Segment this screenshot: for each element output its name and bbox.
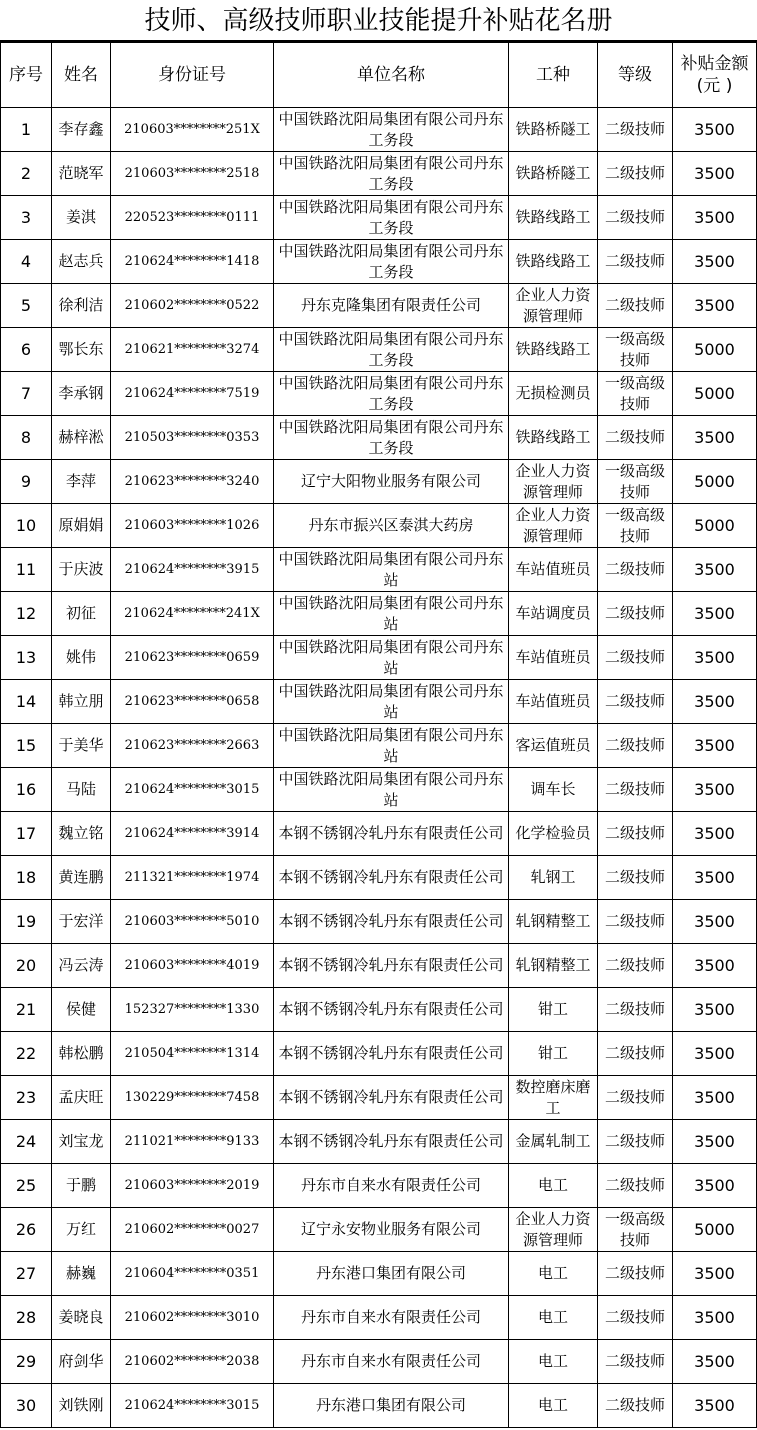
row-unit-name: 中国铁路沈阳局集团有限公司丹东工务段 bbox=[274, 196, 509, 240]
row-name: 黄连鹏 bbox=[52, 856, 111, 900]
table-row bbox=[1, 240, 757, 284]
table-row bbox=[1, 900, 757, 944]
row-level: 二级技师 bbox=[598, 680, 673, 724]
table-row bbox=[1, 988, 757, 1032]
row-seq: 24 bbox=[1, 1120, 52, 1164]
row-level: 二级技师 bbox=[598, 856, 673, 900]
row-level: 二级技师 bbox=[598, 636, 673, 680]
row-name: 侯健 bbox=[52, 988, 111, 1032]
row-seq: 4 bbox=[1, 240, 52, 284]
row-level: 二级技师 bbox=[598, 1296, 673, 1340]
row-seq: 22 bbox=[1, 1032, 52, 1076]
row-job-type: 铁路桥隧工 bbox=[509, 152, 598, 196]
row-name: 姚伟 bbox=[52, 636, 111, 680]
row-seq: 25 bbox=[1, 1164, 52, 1208]
row-level: 一级高级技师 bbox=[598, 1208, 673, 1252]
table-row bbox=[1, 1164, 757, 1208]
row-name: 赫巍 bbox=[52, 1252, 111, 1296]
row-name: 赫梓淞 bbox=[52, 416, 111, 460]
row-amount: 3500 bbox=[673, 724, 757, 768]
row-seq: 16 bbox=[1, 768, 52, 812]
row-job-type: 铁路桥隧工 bbox=[509, 108, 598, 152]
row-amount: 3500 bbox=[673, 1340, 757, 1384]
row-id-number: 210602********3010 bbox=[111, 1296, 274, 1340]
row-level: 二级技师 bbox=[598, 988, 673, 1032]
row-level: 二级技师 bbox=[598, 944, 673, 988]
row-seq: 26 bbox=[1, 1208, 52, 1252]
row-seq: 19 bbox=[1, 900, 52, 944]
table-row bbox=[1, 592, 757, 636]
row-id-number: 210604********0351 bbox=[111, 1252, 274, 1296]
row-id-number: 210603********2019 bbox=[111, 1164, 274, 1208]
row-amount: 3500 bbox=[673, 1164, 757, 1208]
row-seq: 9 bbox=[1, 460, 52, 504]
row-level: 二级技师 bbox=[598, 108, 673, 152]
table-row bbox=[1, 460, 757, 504]
table-row bbox=[1, 196, 757, 240]
row-unit-name: 本钢不锈钢冷轧丹东有限责任公司 bbox=[274, 988, 509, 1032]
row-level: 二级技师 bbox=[598, 1252, 673, 1296]
row-amount: 3500 bbox=[673, 284, 757, 328]
row-amount: 5000 bbox=[673, 1208, 757, 1252]
row-unit-name: 中国铁路沈阳局集团有限公司丹东工务段 bbox=[274, 328, 509, 372]
row-id-number: 210623********0659 bbox=[111, 636, 274, 680]
row-level: 二级技师 bbox=[598, 196, 673, 240]
row-unit-name: 本钢不锈钢冷轧丹东有限责任公司 bbox=[274, 1076, 509, 1120]
table-row bbox=[1, 856, 757, 900]
row-id-number: 210603********4019 bbox=[111, 944, 274, 988]
row-seq: 15 bbox=[1, 724, 52, 768]
row-seq: 13 bbox=[1, 636, 52, 680]
row-unit-name: 丹东市振兴区泰淇大药房 bbox=[274, 504, 509, 548]
table-row bbox=[1, 812, 757, 856]
row-id-number: 210621********3274 bbox=[111, 328, 274, 372]
row-unit-name: 本钢不锈钢冷轧丹东有限责任公司 bbox=[274, 1120, 509, 1164]
row-amount: 3500 bbox=[673, 680, 757, 724]
row-level: 二级技师 bbox=[598, 812, 673, 856]
row-job-type: 企业人力资源管理师 bbox=[509, 1208, 598, 1252]
row-level: 一级高级技师 bbox=[598, 504, 673, 548]
row-name: 于庆波 bbox=[52, 548, 111, 592]
row-unit-name: 本钢不锈钢冷轧丹东有限责任公司 bbox=[274, 856, 509, 900]
row-id-number: 210603********1026 bbox=[111, 504, 274, 548]
row-name: 万红 bbox=[52, 1208, 111, 1252]
row-id-number: 210624********3015 bbox=[111, 768, 274, 812]
row-amount: 3500 bbox=[673, 636, 757, 680]
row-seq: 17 bbox=[1, 812, 52, 856]
row-id-number: 210602********2038 bbox=[111, 1340, 274, 1384]
row-amount: 5000 bbox=[673, 328, 757, 372]
row-id-number: 210624********3015 bbox=[111, 1384, 274, 1428]
row-unit-name: 中国铁路沈阳局集团有限公司丹东站 bbox=[274, 768, 509, 812]
row-job-type: 企业人力资源管理师 bbox=[509, 284, 598, 328]
row-job-type: 调车长 bbox=[509, 768, 598, 812]
row-seq: 8 bbox=[1, 416, 52, 460]
row-name: 刘宝龙 bbox=[52, 1120, 111, 1164]
row-job-type: 车站值班员 bbox=[509, 680, 598, 724]
table-row bbox=[1, 1032, 757, 1076]
row-id-number: 210624********3914 bbox=[111, 812, 274, 856]
row-name: 鄂长东 bbox=[52, 328, 111, 372]
row-unit-name: 中国铁路沈阳局集团有限公司丹东工务段 bbox=[274, 240, 509, 284]
row-job-type: 轧钢精整工 bbox=[509, 944, 598, 988]
header-unit: 单位名称 bbox=[274, 43, 509, 108]
table-row bbox=[1, 1120, 757, 1164]
row-amount: 3500 bbox=[673, 108, 757, 152]
header-seq: 序号 bbox=[1, 43, 52, 108]
row-seq: 27 bbox=[1, 1252, 52, 1296]
row-unit-name: 本钢不锈钢冷轧丹东有限责任公司 bbox=[274, 812, 509, 856]
row-id-number: 210603********5010 bbox=[111, 900, 274, 944]
row-job-type: 铁路线路工 bbox=[509, 240, 598, 284]
row-amount: 3500 bbox=[673, 1252, 757, 1296]
header-id: 身份证号 bbox=[111, 43, 274, 108]
row-level: 二级技师 bbox=[598, 768, 673, 812]
row-job-type: 铁路线路工 bbox=[509, 196, 598, 240]
row-id-number: 210603********2518 bbox=[111, 152, 274, 196]
row-id-number: 210602********0522 bbox=[111, 284, 274, 328]
row-job-type: 轧钢工 bbox=[509, 856, 598, 900]
row-id-number: 152327********1330 bbox=[111, 988, 274, 1032]
header-name: 姓名 bbox=[52, 43, 111, 108]
row-job-type: 无损检测员 bbox=[509, 372, 598, 416]
row-level: 一级高级技师 bbox=[598, 328, 673, 372]
row-id-number: 210623********0658 bbox=[111, 680, 274, 724]
table-row bbox=[1, 724, 757, 768]
row-job-type: 电工 bbox=[509, 1296, 598, 1340]
row-unit-name: 中国铁路沈阳局集团有限公司丹东站 bbox=[274, 592, 509, 636]
row-seq: 29 bbox=[1, 1340, 52, 1384]
row-amount: 3500 bbox=[673, 152, 757, 196]
row-level: 二级技师 bbox=[598, 240, 673, 284]
row-amount: 3500 bbox=[673, 1032, 757, 1076]
row-name: 姜淇 bbox=[52, 196, 111, 240]
row-job-type: 化学检验员 bbox=[509, 812, 598, 856]
header-amount: 补贴金额(元 ) bbox=[673, 43, 757, 108]
row-level: 二级技师 bbox=[598, 1340, 673, 1384]
row-unit-name: 辽宁永安物业服务有限公司 bbox=[274, 1208, 509, 1252]
table-row bbox=[1, 284, 757, 328]
row-amount: 5000 bbox=[673, 372, 757, 416]
row-job-type: 铁路线路工 bbox=[509, 328, 598, 372]
row-name: 魏立铭 bbox=[52, 812, 111, 856]
row-level: 二级技师 bbox=[598, 548, 673, 592]
row-seq: 28 bbox=[1, 1296, 52, 1340]
row-name: 韩立朋 bbox=[52, 680, 111, 724]
table-row bbox=[1, 1252, 757, 1296]
row-amount: 3500 bbox=[673, 196, 757, 240]
row-unit-name: 中国铁路沈阳局集团有限公司丹东站 bbox=[274, 680, 509, 724]
row-job-type: 企业人力资源管理师 bbox=[509, 504, 598, 548]
row-unit-name: 中国铁路沈阳局集团有限公司丹东工务段 bbox=[274, 372, 509, 416]
row-level: 一级高级技师 bbox=[598, 460, 673, 504]
row-job-type: 电工 bbox=[509, 1252, 598, 1296]
row-amount: 3500 bbox=[673, 988, 757, 1032]
row-job-type: 车站值班员 bbox=[509, 548, 598, 592]
row-unit-name: 丹东克隆集团有限责任公司 bbox=[274, 284, 509, 328]
row-id-number: 210624********3915 bbox=[111, 548, 274, 592]
row-unit-name: 中国铁路沈阳局集团有限公司丹东站 bbox=[274, 548, 509, 592]
row-job-type: 轧钢精整工 bbox=[509, 900, 598, 944]
row-unit-name: 辽宁大阳物业服务有限公司 bbox=[274, 460, 509, 504]
row-amount: 3500 bbox=[673, 416, 757, 460]
row-amount: 3500 bbox=[673, 548, 757, 592]
row-level: 二级技师 bbox=[598, 416, 673, 460]
document-title: 技师、高级技师职业技能提升补贴花名册 bbox=[0, 0, 757, 42]
table-row bbox=[1, 108, 757, 152]
row-amount: 3500 bbox=[673, 768, 757, 812]
row-id-number: 210602********0027 bbox=[111, 1208, 274, 1252]
row-amount: 3500 bbox=[673, 812, 757, 856]
table-row bbox=[1, 1208, 757, 1252]
row-amount: 3500 bbox=[673, 1384, 757, 1428]
row-name: 初征 bbox=[52, 592, 111, 636]
row-job-type: 钳工 bbox=[509, 1032, 598, 1076]
row-id-number: 220523********0111 bbox=[111, 196, 274, 240]
row-level: 二级技师 bbox=[598, 284, 673, 328]
row-unit-name: 本钢不锈钢冷轧丹东有限责任公司 bbox=[274, 1032, 509, 1076]
row-name: 李承钢 bbox=[52, 372, 111, 416]
row-amount: 3500 bbox=[673, 1296, 757, 1340]
row-seq: 18 bbox=[1, 856, 52, 900]
row-seq: 6 bbox=[1, 328, 52, 372]
row-unit-name: 丹东港口集团有限公司 bbox=[274, 1384, 509, 1428]
row-id-number: 210624********1418 bbox=[111, 240, 274, 284]
row-unit-name: 中国铁路沈阳局集团有限公司丹东工务段 bbox=[274, 416, 509, 460]
row-unit-name: 中国铁路沈阳局集团有限公司丹东工务段 bbox=[274, 152, 509, 196]
row-name: 李存鑫 bbox=[52, 108, 111, 152]
row-id-number: 210623********3240 bbox=[111, 460, 274, 504]
row-job-type: 数控磨床磨工 bbox=[509, 1076, 598, 1120]
row-job-type: 车站调度员 bbox=[509, 592, 598, 636]
row-id-number: 210504********1314 bbox=[111, 1032, 274, 1076]
row-level: 二级技师 bbox=[598, 1076, 673, 1120]
row-seq: 30 bbox=[1, 1384, 52, 1428]
row-id-number: 210623********2663 bbox=[111, 724, 274, 768]
row-name: 李萍 bbox=[52, 460, 111, 504]
row-amount: 3500 bbox=[673, 592, 757, 636]
row-id-number: 211021********9133 bbox=[111, 1120, 274, 1164]
row-name: 于宏洋 bbox=[52, 900, 111, 944]
row-amount: 3500 bbox=[673, 1076, 757, 1120]
row-name: 于美华 bbox=[52, 724, 111, 768]
table-row bbox=[1, 680, 757, 724]
row-id-number: 210624********241X bbox=[111, 592, 274, 636]
row-seq: 2 bbox=[1, 152, 52, 196]
row-name: 原娟娟 bbox=[52, 504, 111, 548]
table-row bbox=[1, 504, 757, 548]
header-row bbox=[1, 43, 757, 108]
row-amount: 3500 bbox=[673, 240, 757, 284]
table-row bbox=[1, 1384, 757, 1428]
row-id-number: 130229********7458 bbox=[111, 1076, 274, 1120]
row-unit-name: 中国铁路沈阳局集团有限公司丹东站 bbox=[274, 636, 509, 680]
row-unit-name: 丹东市自来水有限责任公司 bbox=[274, 1340, 509, 1384]
row-job-type: 企业人力资源管理师 bbox=[509, 460, 598, 504]
row-name: 冯云涛 bbox=[52, 944, 111, 988]
table-row bbox=[1, 548, 757, 592]
row-seq: 7 bbox=[1, 372, 52, 416]
table-row bbox=[1, 416, 757, 460]
row-name: 徐利洁 bbox=[52, 284, 111, 328]
row-id-number: 210503********0353 bbox=[111, 416, 274, 460]
row-unit-name: 丹东港口集团有限公司 bbox=[274, 1252, 509, 1296]
row-unit-name: 本钢不锈钢冷轧丹东有限责任公司 bbox=[274, 944, 509, 988]
row-name: 府剑华 bbox=[52, 1340, 111, 1384]
row-id-number: 210603********251X bbox=[111, 108, 274, 152]
row-amount: 3500 bbox=[673, 1120, 757, 1164]
row-seq: 1 bbox=[1, 108, 52, 152]
row-job-type: 电工 bbox=[509, 1384, 598, 1428]
table-row bbox=[1, 636, 757, 680]
row-job-type: 电工 bbox=[509, 1164, 598, 1208]
row-level: 一级高级技师 bbox=[598, 372, 673, 416]
row-seq: 11 bbox=[1, 548, 52, 592]
row-id-number: 210624********7519 bbox=[111, 372, 274, 416]
table-row bbox=[1, 1296, 757, 1340]
row-level: 二级技师 bbox=[598, 1384, 673, 1428]
table-row bbox=[1, 1076, 757, 1120]
row-seq: 14 bbox=[1, 680, 52, 724]
row-job-type: 铁路线路工 bbox=[509, 416, 598, 460]
subsidy-roster-table bbox=[0, 42, 757, 1428]
row-job-type: 客运值班员 bbox=[509, 724, 598, 768]
row-name: 刘铁刚 bbox=[52, 1384, 111, 1428]
row-job-type: 钳工 bbox=[509, 988, 598, 1032]
row-name: 韩松鹏 bbox=[52, 1032, 111, 1076]
table-row bbox=[1, 1340, 757, 1384]
row-seq: 10 bbox=[1, 504, 52, 548]
row-level: 二级技师 bbox=[598, 900, 673, 944]
row-name: 于鹏 bbox=[52, 1164, 111, 1208]
row-seq: 21 bbox=[1, 988, 52, 1032]
row-name: 赵志兵 bbox=[52, 240, 111, 284]
row-unit-name: 丹东市自来水有限责任公司 bbox=[274, 1296, 509, 1340]
row-level: 二级技师 bbox=[598, 1164, 673, 1208]
row-amount: 3500 bbox=[673, 900, 757, 944]
row-name: 孟庆旺 bbox=[52, 1076, 111, 1120]
row-amount: 5000 bbox=[673, 460, 757, 504]
row-level: 二级技师 bbox=[598, 152, 673, 196]
row-level: 二级技师 bbox=[598, 592, 673, 636]
row-level: 二级技师 bbox=[598, 1032, 673, 1076]
row-unit-name: 本钢不锈钢冷轧丹东有限责任公司 bbox=[274, 900, 509, 944]
row-seq: 5 bbox=[1, 284, 52, 328]
table-row bbox=[1, 152, 757, 196]
row-name: 马陆 bbox=[52, 768, 111, 812]
row-unit-name: 中国铁路沈阳局集团有限公司丹东工务段 bbox=[274, 108, 509, 152]
row-id-number: 211321********1974 bbox=[111, 856, 274, 900]
row-unit-name: 中国铁路沈阳局集团有限公司丹东站 bbox=[274, 724, 509, 768]
row-job-type: 车站值班员 bbox=[509, 636, 598, 680]
row-job-type: 电工 bbox=[509, 1340, 598, 1384]
table-row bbox=[1, 944, 757, 988]
table-row bbox=[1, 328, 757, 372]
header-level: 等级 bbox=[598, 43, 673, 108]
header-job: 工种 bbox=[509, 43, 598, 108]
row-job-type: 金属轧制工 bbox=[509, 1120, 598, 1164]
row-seq: 3 bbox=[1, 196, 52, 240]
row-name: 范晓军 bbox=[52, 152, 111, 196]
row-seq: 12 bbox=[1, 592, 52, 636]
row-amount: 5000 bbox=[673, 504, 757, 548]
row-seq: 20 bbox=[1, 944, 52, 988]
table-row bbox=[1, 768, 757, 812]
row-amount: 3500 bbox=[673, 944, 757, 988]
row-level: 二级技师 bbox=[598, 1120, 673, 1164]
row-seq: 23 bbox=[1, 1076, 52, 1120]
row-amount: 3500 bbox=[673, 856, 757, 900]
table-row bbox=[1, 372, 757, 416]
row-name: 姜晓良 bbox=[52, 1296, 111, 1340]
row-unit-name: 丹东市自来水有限责任公司 bbox=[274, 1164, 509, 1208]
row-level: 二级技师 bbox=[598, 724, 673, 768]
